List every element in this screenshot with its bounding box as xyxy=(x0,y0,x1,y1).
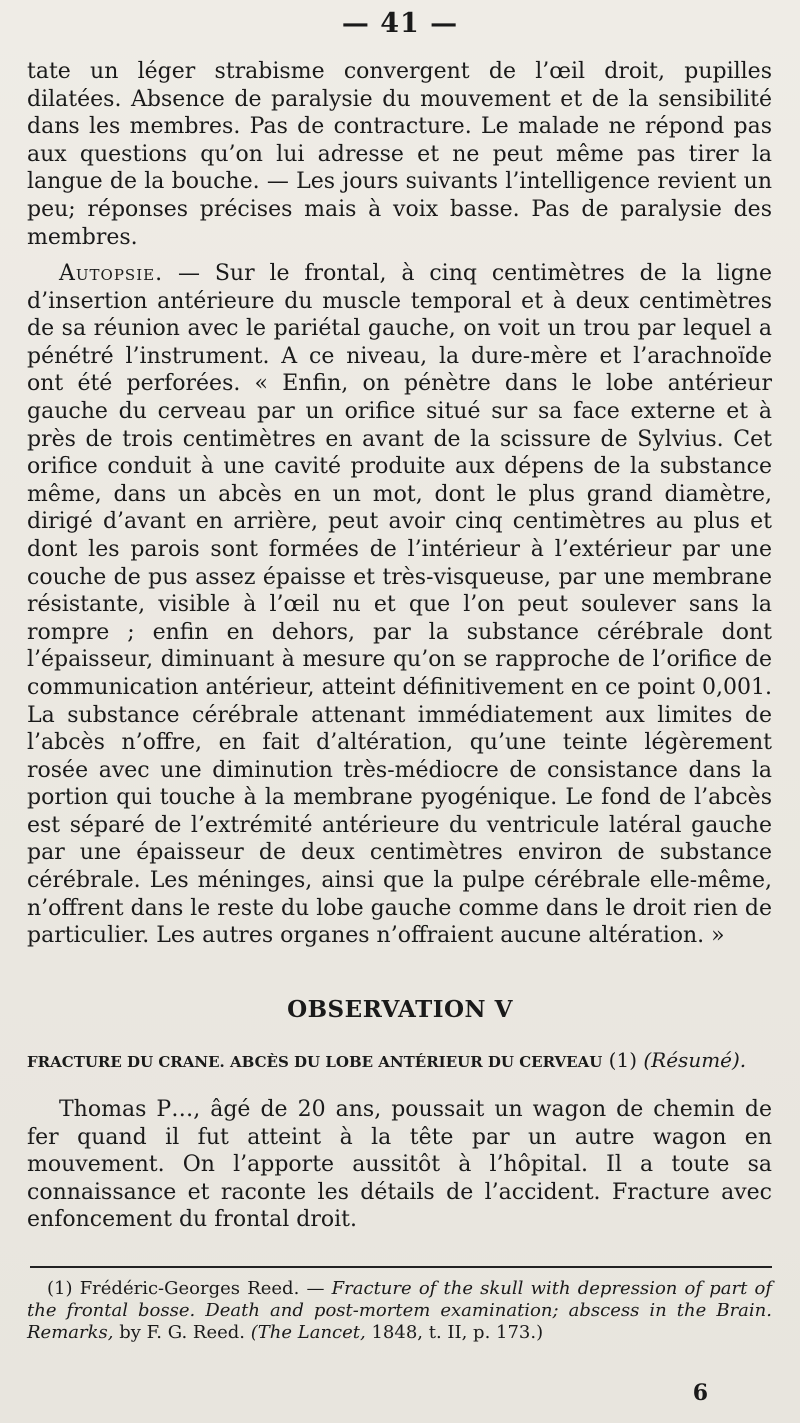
footnote-by: by F. G. Reed. xyxy=(113,1322,251,1343)
footnote-tail: 1848, t. II, p. 173.) xyxy=(365,1322,544,1343)
observation-title: OBSERVATION V xyxy=(287,996,513,1023)
footnote xyxy=(27,1278,772,1344)
paragraph-autopsie xyxy=(27,260,772,950)
paragraph-1: tate un léger strabisme convergent de l’œil droit, pupilles dilatées. Absence de paralysie du mouvement et de la sensibilité dans les membres. Pas de contracture. Le malade ne répond pas aux questions qu’on lui adresse et ne peut même pas tirer la langue de la bouche. — Les jours suivants l’intelligence revient un peu; réponses précises mais à voix basse. Pas de paralysie des membres. xyxy=(27,59,772,250)
footnote-source: (The Lancet, xyxy=(250,1322,366,1343)
signature-mark: 6 xyxy=(692,1380,708,1406)
footnote-title: Fracture of the skull with depression of part of the frontal bosse. Death and post-mortem examination; abscess in the Brain. Remarks, xyxy=(27,1278,772,1343)
observation-subtitle-text: FRACTURE DU CRANE. ABCÈS DU LOBE ANTÉRIEUR DU CERVEAU xyxy=(27,1053,603,1071)
footnote-ref: (1) xyxy=(602,1048,644,1072)
footnote-divider xyxy=(30,1266,772,1268)
autopsie-text: — Sur le frontal, à cinq centimètres de la ligne d’insertion antérieure du muscle temporal et à deux centimètres de sa réunion avec le pariétal gauche, on voit un trou par lequel a pénétré l’instrument. A ce niveau, la dure-mère et l’arachnoïde ont été perforées. « Enfin, on pénètre dans le lobe antérieur gauche du cerveau par un orifice situé sur sa face externe et à près de trois centimètres en avant de la scissure de Sylvius. Cet orifice conduit à une cavité produite aux dépens de la substance même, dans un abcès en un mot, dont le plus grand diamètre, dirigé d’avant en arrière, peut avoir cinq centimètres au plus et dont les parois sont formées de l’intérieur à l’extérieur par une couche de pus assez épaisse et très-visqueuse, par une membrane résistante, visible à l’œil nu et que l’on peut soulever sans la rompre ; enfin en dehors, par la substance cérébrale dont l’épaisseur, diminuant à mesure qu’on se rapproche de l’orifice de communication antérieur, atteint définitivement en ce point 0,001. La substance cérébrale attenant immédiatement aux limites de l’abcès n’offre, en fait d’altération, qu’une teinte légèrement rosée avec une diminution très-médiocre de consistance dans la portion qui touche à la membrane pyogénique. Le fond de l’abcès est séparé de l’extrémité antérieure du ventricule latéral gauche par une épaisseur de deux centimètres environ de substance cérébrale. Les méninges, ainsi que la pulpe cérébrale elle-même, n’offrent dans le reste du lobe gauche comme dans le droit rien de particulier. Les autres organes n’offraient aucune altération. » xyxy=(27,261,773,949)
autopsie-label: Autopsie. xyxy=(59,261,164,286)
footnote-ref-mark: (1) xyxy=(47,1278,80,1299)
observation-subtitle xyxy=(27,1048,772,1072)
resume-label: (Résumé). xyxy=(643,1048,747,1072)
observation-text: Thomas P…, âgé de 20 ans, poussait un wagon de chemin de fer quand il fut atteint à la tête par un autre wagon en mouvement. On l’apporte aussitôt à l’hôpital. Il a toute sa connaissance et raconte les détails de l’accident. Fracture avec enfoncement du frontal droit. xyxy=(27,1097,772,1233)
footnote-author: Frédéric-Georges Reed. — xyxy=(79,1278,332,1299)
page-number: — 41 — xyxy=(341,8,459,39)
